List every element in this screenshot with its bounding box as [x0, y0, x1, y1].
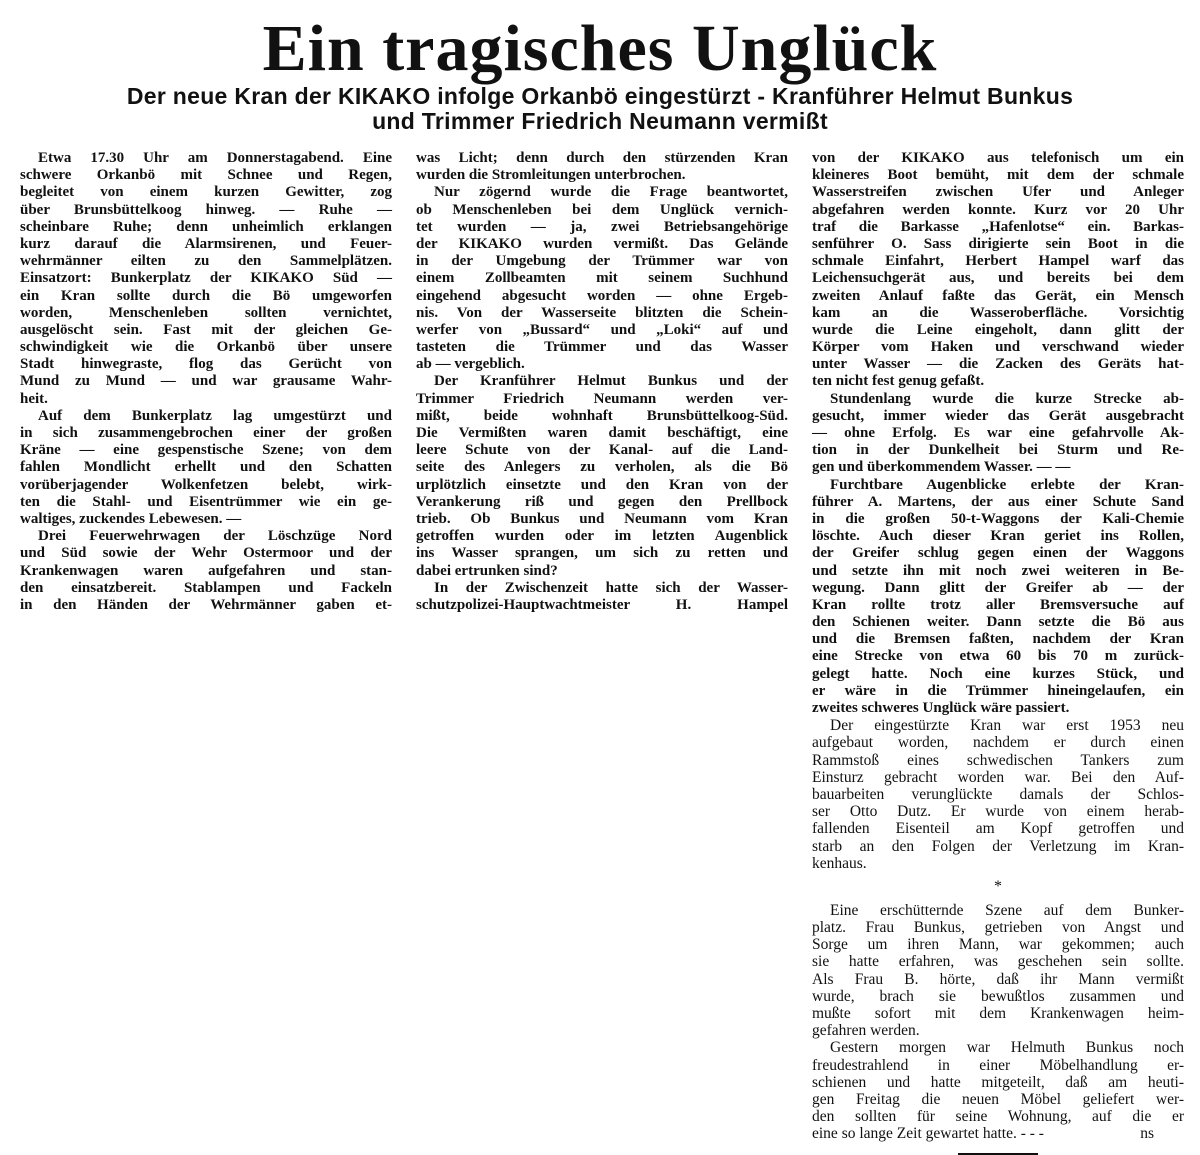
text-line: den sollten für seine Wohnung, auf die er: [812, 1108, 1184, 1126]
text-line: waltiges, zuckendes Lebewesen. —: [20, 510, 242, 527]
text-line: der KIKAKO wurden vermißt. Das Gelände: [416, 235, 788, 252]
text-line: in den Händen der Wehrmänner gaben et-: [20, 596, 392, 613]
text-line: über Brunsbüttelkoog hinweg. — Ruhe —: [20, 201, 392, 218]
text-line: Körper vom Haken und verschwand wieder: [812, 339, 1184, 356]
text-line: gen Freitag die neuen Möbel geliefert wer-: [812, 1090, 1184, 1108]
section-separator-asterisk: *: [994, 877, 1002, 895]
text-line: wehrmänner eilten zu den Sammelplätzen.: [20, 253, 392, 270]
article-paragraph: [812, 150, 1184, 391]
text-line: in sich zusammengebrochen einer der großen: [20, 425, 392, 441]
text-line: was Licht; denn durch den stürzenden Kran: [416, 150, 788, 166]
text-line: seite des Anlegers zu verholen, als die Bö: [416, 459, 788, 476]
text-line: in der Umgebung der Trümmer war von: [416, 253, 788, 270]
text-line: wurde die Leine eingeholt, dann glitt der: [812, 321, 1184, 338]
text-line: dabei ertrunken sind?: [416, 562, 558, 579]
text-line: Leichensuchgerät aus, und bereits bei dem: [812, 270, 1184, 287]
text-line: gefahren werden.: [812, 1022, 920, 1040]
text-line: eine so lange Zeit gewartet hatte. - - -: [812, 1125, 1044, 1143]
text-line: Kräne — eine gespenstische Szene; von dem: [20, 442, 392, 459]
article-paragraph: [812, 717, 1184, 872]
text-line: führer A. Martens, der aus einer Schute Sand: [812, 493, 1184, 510]
text-line: mißt, beide wohnhaft Brunsbüttelkoog-Süd.: [416, 407, 788, 424]
text-line: starb an den Folgen der Verletzung im Kran-: [812, 837, 1184, 855]
text-line: zweiten Anlauf faßte das Gerät, ein Mensch: [812, 287, 1184, 304]
text-line: Verankerung riß und gegen den Prellbock: [416, 493, 788, 510]
author-initials: ns: [1140, 1125, 1154, 1143]
text-line: In der Zwischenzeit hatte sich der Wasser-: [434, 579, 788, 596]
text-line: schwindigkeit wie die Orkanbö über unsere: [20, 339, 392, 356]
text-line: gelegt hatte. Noch eine kurzes Stück, und: [812, 665, 1184, 682]
subheadline-line: Der neue Kran der KIKAKO infolge Orkanbö eingestürzt - Kranführer Helmut Bunkus: [126, 83, 1074, 109]
text-line: Etwa 17.30 Uhr am Donnerstagabend. Eine: [38, 150, 392, 166]
article-paragraph: [812, 477, 1184, 718]
text-line: kam an die Wasseroberfläche. Vorsichtig: [812, 304, 1184, 321]
text-line: Die Vermißten waren damit beschäftigt, eine: [416, 425, 788, 441]
text-line: Stundenlang wurde die kurze Strecke ab-: [830, 390, 1184, 407]
text-line: worden, Menschenleben sollten vernichtet,: [20, 304, 392, 321]
article-paragraph: [812, 1039, 1184, 1142]
text-line: Kran rollte trotz aller Bremsversuche auf: [812, 596, 1184, 613]
text-line: er wäre in die Trümmer hineingelaufen, ein: [812, 682, 1184, 699]
text-line: Der eingestürzte Kran war erst 1953 neu: [830, 717, 1184, 735]
text-line: bauarbeiten verunglückte damals der Schlos-: [812, 785, 1184, 803]
text-line: werfer von „Bussard“ und „Loki“ auf und: [416, 321, 788, 338]
text-line: unter Wasser — die Zacken des Geräts hat-: [812, 356, 1184, 373]
text-line: kleineres Boot bemüht, mit dem der schmale: [812, 167, 1184, 184]
text-line: wurde, brach sie bewußtlos zusammen und: [812, 987, 1184, 1005]
text-line: und Süd sowie der Wehr Ostermoor und der: [20, 545, 392, 562]
text-line: zweites schweres Unglück wäre passiert.: [812, 700, 1070, 716]
text-line: wurden die Stromleitungen unterbrochen.: [416, 167, 686, 184]
text-line: tasteten die Trümmer und das Wasser: [416, 339, 788, 356]
text-column-3: [812, 150, 1184, 1155]
text-line: — ohne Erfolg. Es war eine gefahrvolle Ak-: [812, 425, 1184, 441]
text-line: Sorge um ihren Mann, war gekommen; auch: [812, 936, 1184, 954]
article-subheadline: [0, 84, 1200, 134]
text-line: Einsatzort: Bunkerplatz der KIKAKO Süd —: [20, 270, 392, 287]
text-line: wegung. Dann glitt der Greifer ab — der: [812, 579, 1184, 596]
text-line: traf die Barkasse „Hafenlotse“ ein. Barkas-: [812, 218, 1184, 235]
text-line: fahlen Mondlicht erhellt und den Schatten: [20, 459, 392, 476]
text-line: gesucht, immer wieder das Gerät ausgebracht: [812, 407, 1184, 424]
article-paragraph: [20, 150, 392, 408]
article-paragraph: [416, 580, 788, 614]
article-paragraph: [20, 408, 392, 528]
text-line: und setzte ihn mit noch zwei weiteren in Be-: [812, 562, 1184, 579]
text-line: den Schienen weiter. Dann setzte die Bö aus: [812, 614, 1184, 631]
text-line: vorüberjagender Wolkenfetzen belebt, wirk-: [20, 476, 392, 493]
text-line: den einsatzbereit. Stablampen und Fackeln: [20, 579, 392, 596]
text-line: und die Bremsen faßten, nachdem der Kran: [812, 631, 1184, 648]
text-line: kurz darauf die Alarmsirenen, und Feuer-: [20, 235, 392, 252]
text-line: ein Kran sollte durch die Bö umgeworfen: [20, 287, 392, 304]
text-line: tion in der Dunkelheit bei Sturm und Re-: [812, 442, 1184, 459]
text-line: platz. Frau Bunkus, getrieben von Angst und: [812, 919, 1184, 937]
text-line: der Greifer schlug gegen einen der Waggons: [812, 545, 1184, 562]
text-line: schutzpolizei-Hauptwachtmeister H. Hampel: [416, 596, 788, 613]
text-line: Stadt hinwegraste, flog das Gerücht von: [20, 356, 392, 373]
text-line: Krankenwagen waren aufgefahren und stan-: [20, 562, 392, 579]
subheadline-line: und Trimmer Friedrich Neumann vermißt: [372, 108, 828, 134]
text-line: trieb. Ob Bunkus und Neumann vom Kran: [416, 510, 788, 527]
text-line: Einsturz gebracht worden war. Bei den Auf-: [812, 768, 1184, 786]
article-paragraph: [20, 528, 392, 614]
text-line: fallenden Eisenteil am Kopf getroffen und: [812, 820, 1184, 838]
text-line: ten die Stahl- und Eisentrümmer wie ein ge-: [20, 493, 392, 510]
text-line: nis. Von der Wasserseite blitzten die Schein-: [416, 304, 788, 321]
article-paragraph: [416, 184, 788, 373]
text-line: eingehend abgesucht worden — ohne Ergeb-: [416, 287, 788, 304]
text-line: ten nicht fest genug gefaßt.: [812, 373, 985, 390]
text-line: gen und überkommendem Wasser. — —: [812, 459, 1071, 476]
text-line: Mund zu Mund — und war grausame Wahr-: [20, 373, 392, 390]
text-line: von der KIKAKO aus telefonisch um ein: [812, 150, 1184, 166]
article-paragraph: [416, 373, 788, 579]
article-headline: Ein tragisches Unglück: [262, 12, 938, 85]
text-line: Als Frau B. hörte, daß ihr Mann vermißt: [812, 970, 1184, 988]
closing-line: [812, 1125, 1184, 1142]
text-line: Auf dem Bunkerplatz lag umgestürzt und: [38, 407, 392, 424]
text-line: Drei Feuerwehrwagen der Löschzüge Nord: [38, 528, 392, 545]
text-line: einem Zollbeamten mit seinem Suchhund: [416, 270, 788, 287]
text-line: tet wurden — ja, zwei Betriebsangehörige: [416, 218, 788, 235]
end-rule-divider: [958, 1153, 1038, 1155]
text-line: Gestern morgen war Helmuth Bunkus noch: [830, 1039, 1184, 1057]
text-line: Furchtbare Augenblicke erlebte der Kran-: [830, 476, 1184, 493]
text-line: freudestrahlend in einer Möbelhandlung er-: [812, 1056, 1184, 1074]
text-line: heit.: [20, 390, 48, 407]
text-line: eine Strecke von etwa 60 bis 70 m zurück-: [812, 648, 1184, 665]
text-line: schmale Einfahrt, Herbert Hampel warf das: [812, 253, 1184, 270]
text-line: abgefahren werden konnte. Kurz vor 20 Uhr: [812, 201, 1184, 218]
text-line: schienen und hatte mitgeteilt, daß am heuti-: [812, 1073, 1184, 1091]
article-paragraph: [812, 902, 1184, 1040]
text-line: schwere Orkanbö mit Schnee und Regen,: [20, 167, 392, 184]
text-line: leere Schute von der Kanal- auf die Land-: [416, 442, 788, 459]
text-line: ins Wasser sprangen, um sich zu retten und: [416, 545, 788, 562]
text-line: in die großen 50-t-Waggons der Kali-Chemie: [812, 510, 1184, 527]
text-line: löschte. Auch dieser Kran geriet ins Rollen,: [812, 528, 1184, 545]
text-line: Wasserstreifen zwischen Ufer und Anleger: [812, 184, 1184, 201]
text-line: kenhaus.: [812, 854, 867, 872]
text-line: mußte sofort mit dem Krankenwagen heim-: [812, 1005, 1184, 1022]
text-line: ob Menschenleben bei dem Unglück vernich-: [416, 201, 788, 218]
text-line: scheinbare Ruhe; denn unheimlich erklangen: [20, 218, 392, 235]
article-paragraph: [812, 391, 1184, 477]
text-line: getroffen wurden oder im letzten Augenblick: [416, 528, 788, 545]
text-line: aufgebaut worden, nachdem er durch einen: [812, 734, 1184, 752]
text-line: begleitet von einem kurzen Gewitter, zog: [20, 184, 392, 201]
text-line: urplötzlich einsetzte und den Kran von der: [416, 476, 788, 493]
text-line: ser Otto Dutz. Er wurde von einem herab-: [812, 803, 1184, 821]
text-column-2: [416, 150, 788, 614]
text-line: senführer O. Sass dirigierte sein Boot in die: [812, 235, 1184, 252]
text-line: Trimmer Friedrich Neumann werden ver-: [416, 390, 788, 407]
text-line: Nur zögernd wurde die Frage beantwortet,: [434, 184, 788, 201]
text-line: sie hatte erfahren, was geschehen sein sollte.: [812, 953, 1184, 971]
text-line: Der Kranführer Helmut Bunkus und der: [434, 373, 788, 390]
text-line: ab — vergeblich.: [416, 356, 525, 373]
text-column-1: [20, 150, 392, 614]
text-line: Rammstoß eines schwedischen Tankers zum: [812, 751, 1184, 769]
text-line: Eine erschütternde Szene auf dem Bunker-: [830, 901, 1184, 919]
article-paragraph: [416, 150, 788, 184]
text-line: ausgelöscht sein. Fast mit der gleichen Ge-: [20, 321, 392, 338]
